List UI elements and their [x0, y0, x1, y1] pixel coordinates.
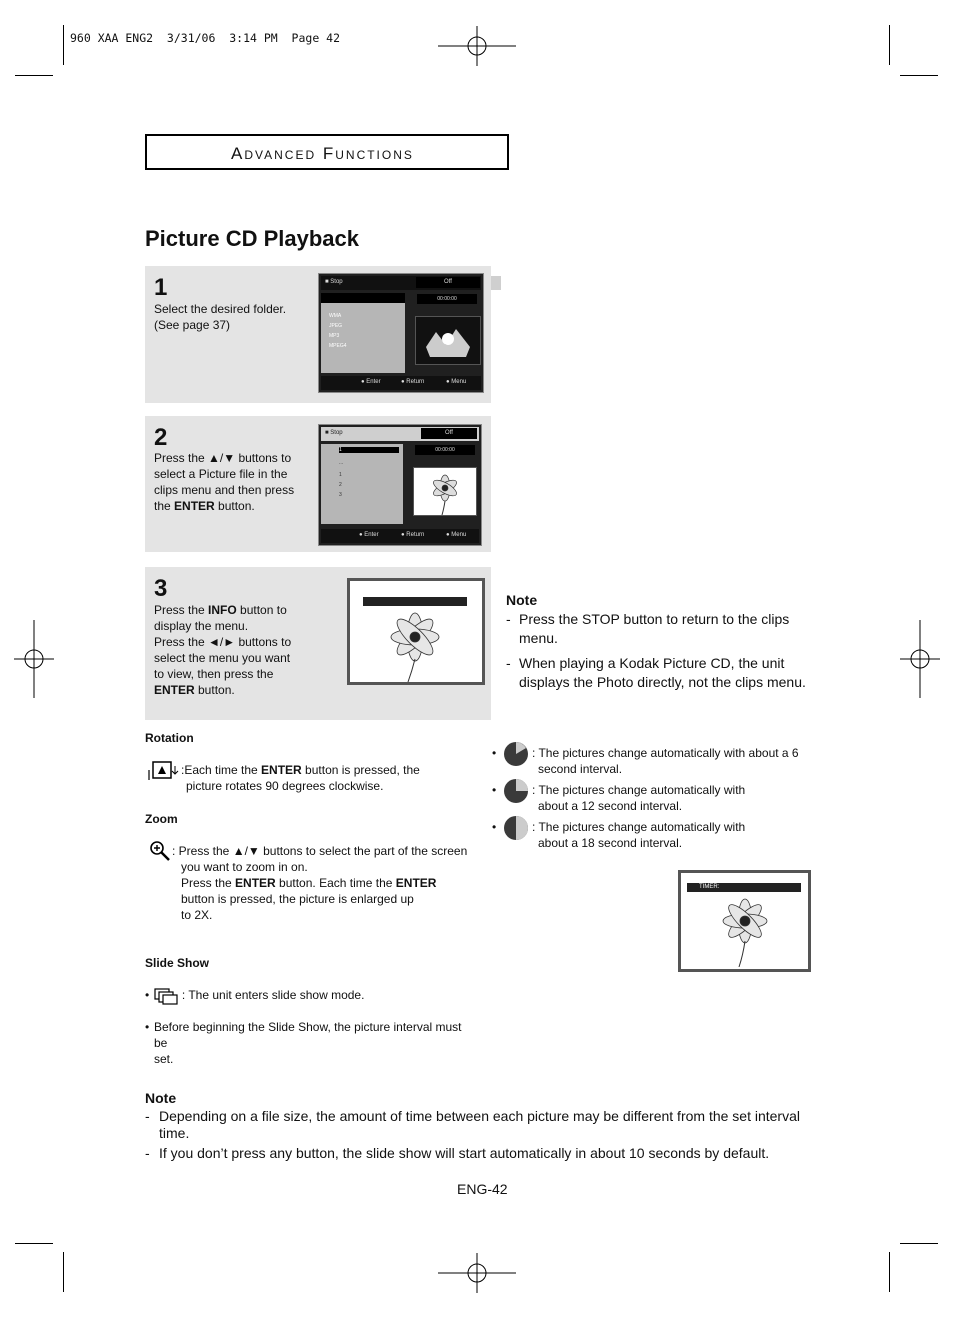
step-2-panel — [145, 416, 491, 552]
crop-mark — [15, 1243, 53, 1244]
time-display: 00:00:00 — [417, 294, 477, 304]
clips-menu-screen — [318, 424, 482, 546]
folder-item: MPEG4 — [329, 343, 347, 349]
registration-mark-icon — [438, 26, 516, 66]
step-text: Select the desired folder. (See page 37) — [154, 302, 287, 332]
slideshow-icon — [153, 987, 179, 1005]
note-item: - If you don’t press any button, the slide show will start automatically in about 10 seconds by default. — [145, 1145, 770, 1161]
file-item: 2 — [339, 482, 342, 488]
slideshow-bullet: • : The unit enters slide show mode. — [145, 987, 475, 1005]
photo-thumbnail — [413, 467, 477, 516]
note-item: - Press the STOP button to return to the clips menu. — [506, 611, 790, 646]
rotation-title: Rotation — [145, 731, 194, 745]
crop-mark — [889, 1252, 890, 1292]
interval-item: • : The pictures change automatically with about a 6 second interval. — [492, 745, 812, 777]
info-menu-screen — [347, 578, 485, 685]
step-3-panel — [145, 567, 491, 720]
status-bar: ■ Stop Off — [321, 276, 481, 290]
flower-image — [414, 468, 476, 515]
info-menu-bar — [363, 597, 467, 606]
file-item: 1 — [339, 472, 342, 478]
note-bottom-title: Note — [145, 1090, 177, 1106]
zoom-text: : Press the ▲/▼ buttons to select the part of the screen you want to zoom in on. Press the ENTER button. Each time the ENTER button is pressed, the picture is enlarged up to 2X. — [172, 844, 468, 922]
crop-mark — [63, 25, 64, 65]
timer-screen — [678, 870, 811, 972]
page-title: Picture CD Playback — [145, 226, 359, 251]
photo-image — [416, 317, 480, 364]
mode-indicator: Off — [416, 277, 480, 288]
step-number: 2 — [154, 424, 168, 451]
slideshow-title: Slide Show — [145, 956, 210, 970]
interval-item: • : The pictures change automatically with about a 12 second interval. — [492, 782, 812, 814]
note-title: Note — [506, 592, 538, 608]
rotation-text: :Each time the ENTER button is pressed, the picture rotates 90 degrees clockwise. — [181, 763, 420, 793]
step-text: Press the ▲/▼ buttons to select a Picture file in the clips menu and then press the ENTER button. — [154, 451, 295, 513]
step-number: 1 — [154, 274, 168, 301]
timer-6s-icon — [503, 741, 529, 767]
registration-mark-icon — [900, 620, 940, 698]
registration-mark-icon — [438, 1253, 516, 1293]
file-item: 1 — [339, 447, 399, 453]
crop-mark — [889, 25, 890, 65]
page-number: ENG-42 — [457, 1181, 508, 1197]
crop-mark — [900, 75, 938, 76]
crop-mark — [15, 75, 53, 76]
timer-label: TIMER: — [699, 884, 720, 890]
step-number: 3 — [154, 575, 168, 602]
timer-18s-icon — [503, 815, 529, 841]
note-item: - Depending on a file size, the amount of time between each picture may be different from the set interval time. — [145, 1108, 800, 1141]
flower-image — [703, 893, 787, 967]
interval-item: • : The pictures change automatically with about a 18 second interval. — [492, 819, 812, 851]
rotate-icon — [147, 760, 179, 782]
status-bar: ■ Stop Off — [321, 427, 479, 441]
step-text: Press the INFO button to display the menu. Press the ◄/► buttons to select the menu you want to view, then press the ENTER button. — [154, 603, 292, 697]
file-item: ... — [339, 460, 344, 466]
folder-item: JPEG — [329, 323, 343, 329]
step-1-panel — [145, 266, 491, 403]
flower-image — [370, 607, 460, 682]
zoom-icon — [149, 840, 171, 862]
folder-item: WMA — [329, 313, 342, 319]
section-header-box — [145, 134, 509, 170]
folder-list — [321, 293, 405, 373]
folder-item: MP3 — [329, 333, 340, 339]
registration-mark-icon — [14, 620, 54, 698]
section-title: Advanced Functions — [231, 144, 414, 163]
time-display: 00:00:00 — [415, 445, 475, 455]
file-item: 3 — [339, 492, 342, 498]
clips-menu-screen — [318, 273, 484, 393]
slideshow-bullet: • Before beginning the Slide Show, the picture interval must be set. — [145, 1020, 462, 1066]
note-item: - When playing a Kodak Picture CD, the unit displays the Photo directly, not the clips menu. — [506, 655, 806, 690]
zoom-title: Zoom — [145, 812, 178, 826]
timer-bar — [687, 883, 801, 892]
file-list — [321, 444, 403, 524]
photo-thumbnail — [415, 316, 481, 365]
mode-indicator: Off — [421, 428, 477, 439]
footer-bar: ● Enter ● Return ● Menu — [321, 376, 481, 390]
footer-bar: ● Enter ● Return ● Menu — [321, 529, 479, 543]
print-header: 960 XAA ENG2 3/31/06 3:14 PM Page 42 — [70, 31, 341, 45]
crop-mark — [63, 1252, 64, 1292]
timer-12s-icon — [503, 778, 529, 804]
crop-mark — [900, 1243, 938, 1244]
